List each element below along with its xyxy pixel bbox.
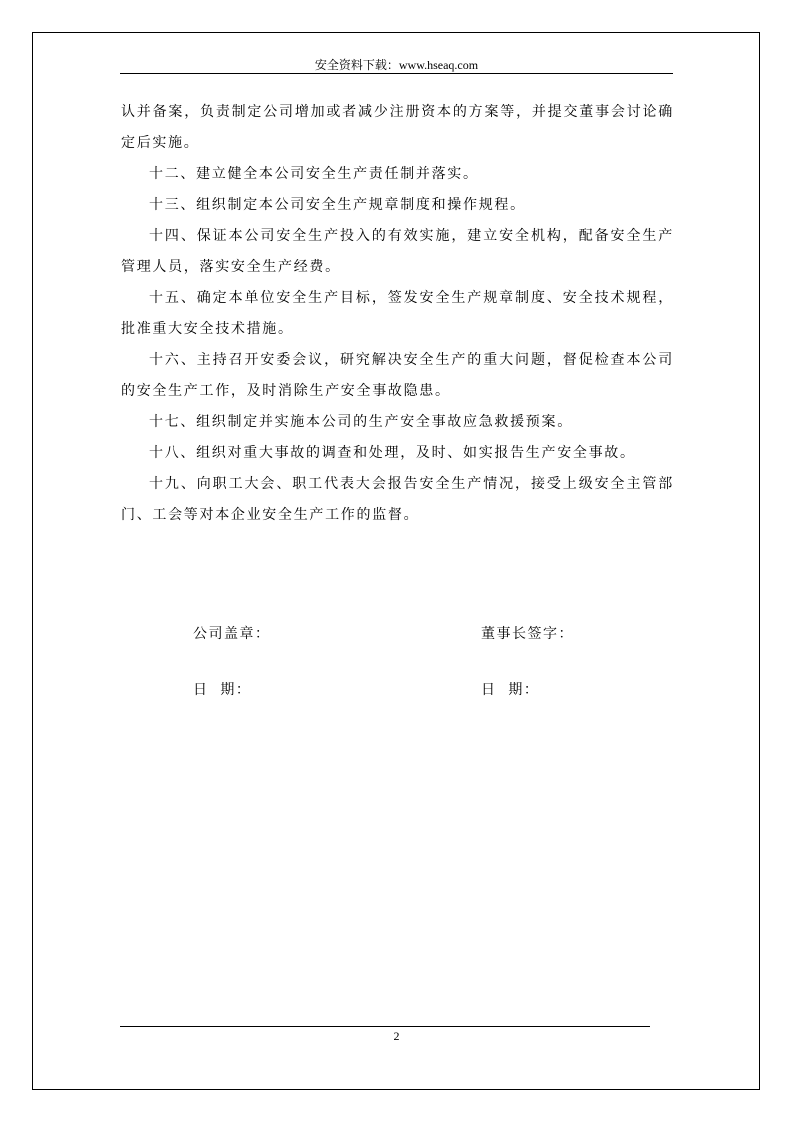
paragraph-continuation: 认并备案，负责制定公司增加或者减少注册资本的方案等，并提交董事会讨论确定后实施。 xyxy=(121,104,674,151)
paragraph-item-17: 十七、组织制定并实施本公司的生产安全事故应急救援预案。 xyxy=(149,414,573,430)
footer-rule xyxy=(120,1026,650,1027)
paragraph-item-16: 十六、主持召开安委会议，研究解决安全生产的重大问题，督促检查本公司的安全生产工作，及时消除生产安全事故隐患。 xyxy=(121,352,674,399)
date-label-right: 日 期： xyxy=(481,682,540,698)
company-seal-label: 公司盖章： xyxy=(193,626,271,642)
paragraph-item-14: 十四、保证本公司安全生产投入的有效实施，建立安全机构，配备安全生产管理人员，落实安全生产经费。 xyxy=(121,228,674,275)
date-label-left: 日 期： xyxy=(193,682,252,698)
document-body xyxy=(121,97,674,531)
paragraph-item-15: 十五、确定本单位安全生产目标，签发安全生产规章制度、安全技术规程，批准重大安全技术措施。 xyxy=(121,290,674,337)
page-number: 2 xyxy=(393,1029,400,1043)
paragraph-item-18: 十八、组织对重大事故的调查和处理，及时、如实报告生产安全事故。 xyxy=(149,445,636,461)
paragraph-item-13: 十三、组织制定本公司安全生产规章制度和操作规程。 xyxy=(149,197,526,213)
chairman-signature-label: 董事长签字： xyxy=(481,626,574,642)
header-rule xyxy=(120,73,673,74)
page-header: 安全资料下载：www.hseaq.com xyxy=(314,58,479,72)
paragraph-item-19: 十九、向职工大会、职工代表大会报告安全生产情况，接受上级安全主管部门、工会等对本企业安全生产工作的监督。 xyxy=(121,476,674,523)
paragraph-item-12: 十二、建立健全本公司安全生产责任制并落实。 xyxy=(149,166,479,182)
